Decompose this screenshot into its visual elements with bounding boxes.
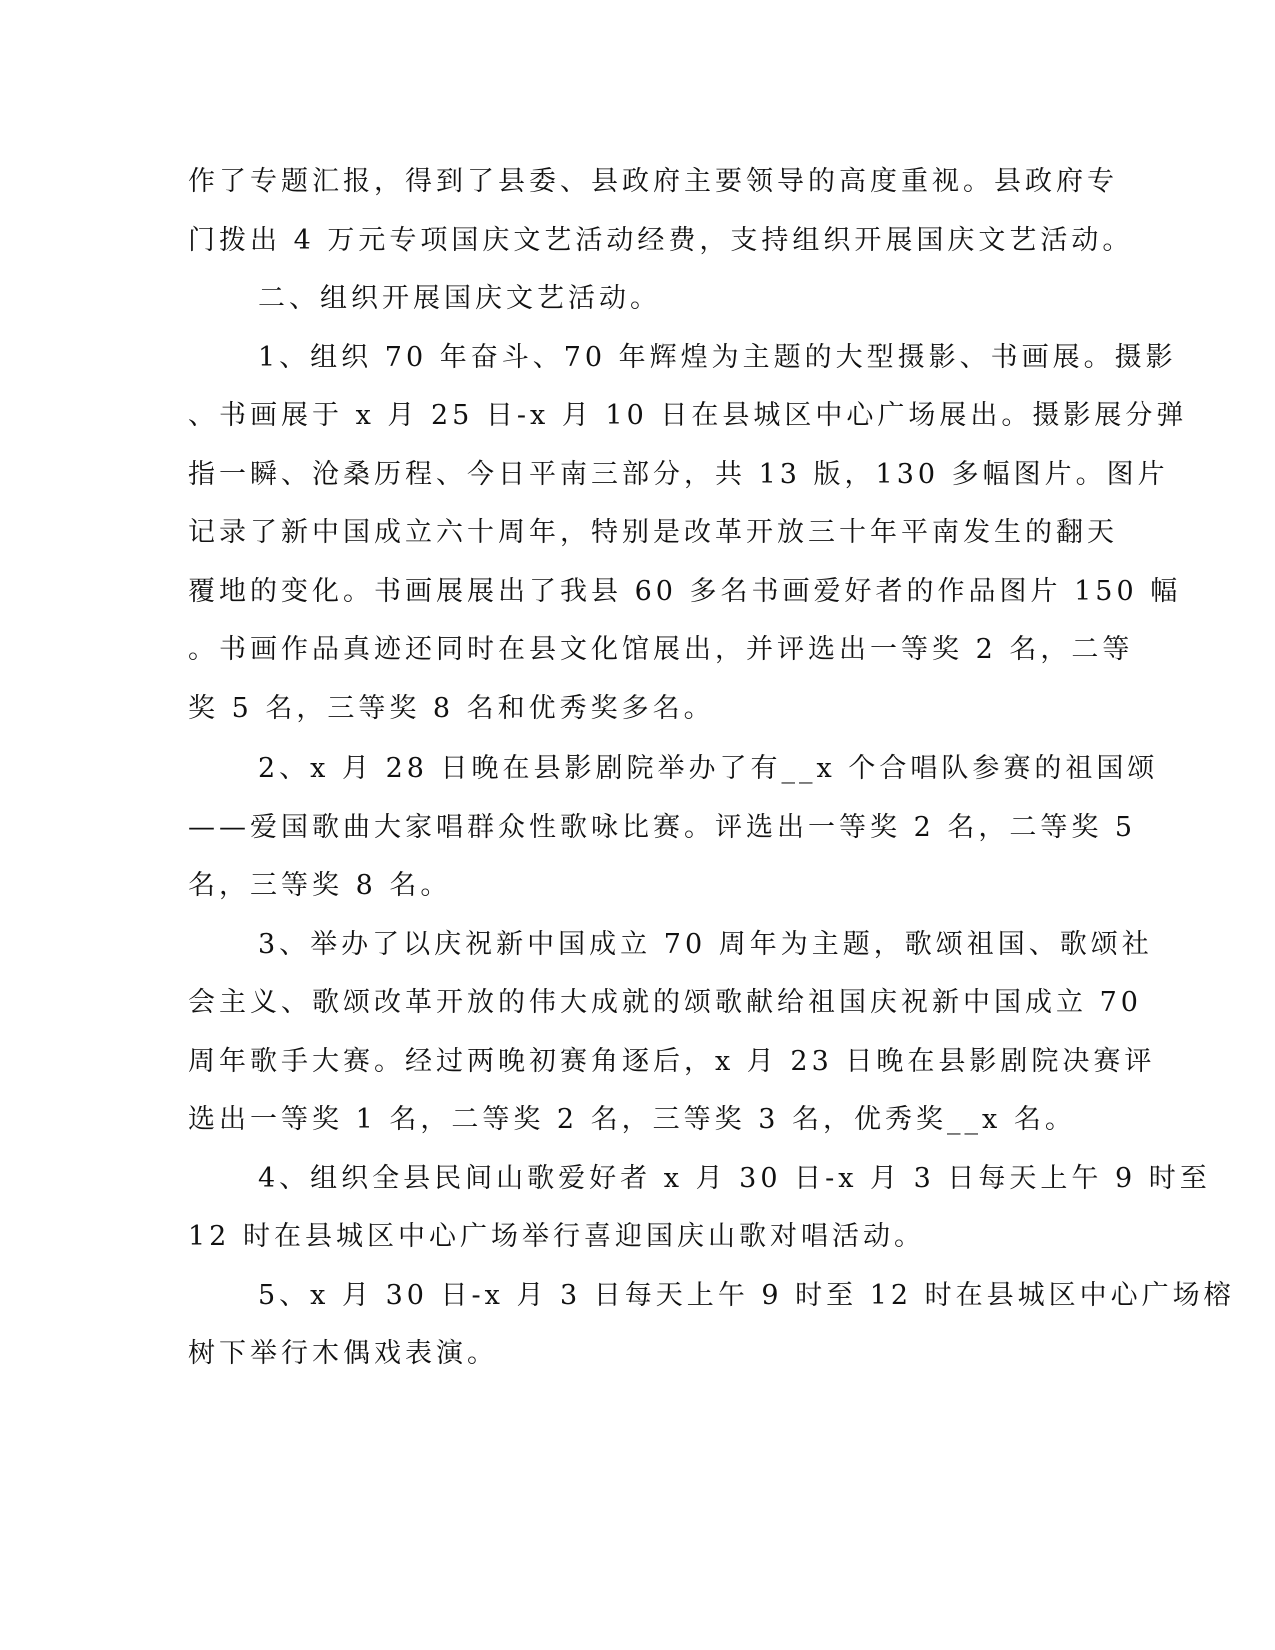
paragraph-line: 作了专题汇报，得到了县委、县政府主要领导的高度重视。县政府专 — [188, 166, 1118, 197]
paragraph-line: 周年歌手大赛。经过两晚初赛角逐后，x 月 23 日晚在县影剧院决赛评 — [188, 1046, 1156, 1077]
paragraph-line: 2、x 月 28 日晚在县影剧院举办了有__x 个合唱队参赛的祖国颂 — [258, 753, 1159, 784]
paragraph-line: 1、组织 70 年奋斗、70 年辉煌为主题的大型摄影、书画展。摄影 — [258, 342, 1177, 373]
paragraph-line: 12 时在县城区中心广场举行喜迎国庆山歌对唱活动。 — [188, 1221, 925, 1252]
paragraph-line: 、书画展于 x 月 25 日-x 月 10 日在县城区中心广场展出。摄影展分弹 — [188, 400, 1188, 431]
paragraph-line: 5、x 月 30 日-x 月 3 日每天上午 9 时至 12 时在县城区中心广场榕 — [258, 1280, 1235, 1311]
paragraph-line: 指一瞬、沧桑历程、今日平南三部分，共 13 版，130 多幅图片。图片 — [188, 459, 1169, 490]
paragraph-line: 会主义、歌颂改革开放的伟大成就的颂歌献给祖国庆祝新中国成立 70 — [188, 987, 1142, 1018]
paragraph-line: 名，三等奖 8 名。 — [188, 870, 452, 901]
paragraph-line: 3、举办了以庆祝新中国成立 70 周年为主题，歌颂祖国、歌颂社 — [258, 929, 1153, 960]
paragraph-line: 。书画作品真迹还同时在县文化馆展出，并评选出一等奖 2 名，二等 — [188, 634, 1134, 665]
paragraph-line: 奖 5 名，三等奖 8 名和优秀奖多名。 — [188, 693, 715, 724]
paragraph-line: 选出一等奖 1 名，二等奖 2 名，三等奖 3 名，优秀奖__x 名。 — [188, 1104, 1076, 1135]
paragraph-line: 门拨出 4 万元专项国庆文艺活动经费，支持组织开展国庆文艺活动。 — [188, 225, 1134, 256]
section-heading: 二、组织开展国庆文艺活动。 — [258, 283, 661, 314]
paragraph-line: 树下举行木偶戏表演。 — [188, 1338, 498, 1369]
paragraph-line: 4、组织全县民间山歌爱好者 x 月 30 日-x 月 3 日每天上午 9 时至 — [258, 1163, 1211, 1194]
paragraph-line: ——爱国歌曲大家唱群众性歌咏比赛。评选出一等奖 2 名，二等奖 5 — [188, 812, 1137, 843]
paragraph-line: 覆地的变化。书画展展出了我县 60 多名书画爱好者的作品图片 150 幅 — [188, 576, 1182, 607]
paragraph-line: 记录了新中国成立六十周年，特别是改革开放三十年平南发生的翻天 — [188, 517, 1118, 548]
